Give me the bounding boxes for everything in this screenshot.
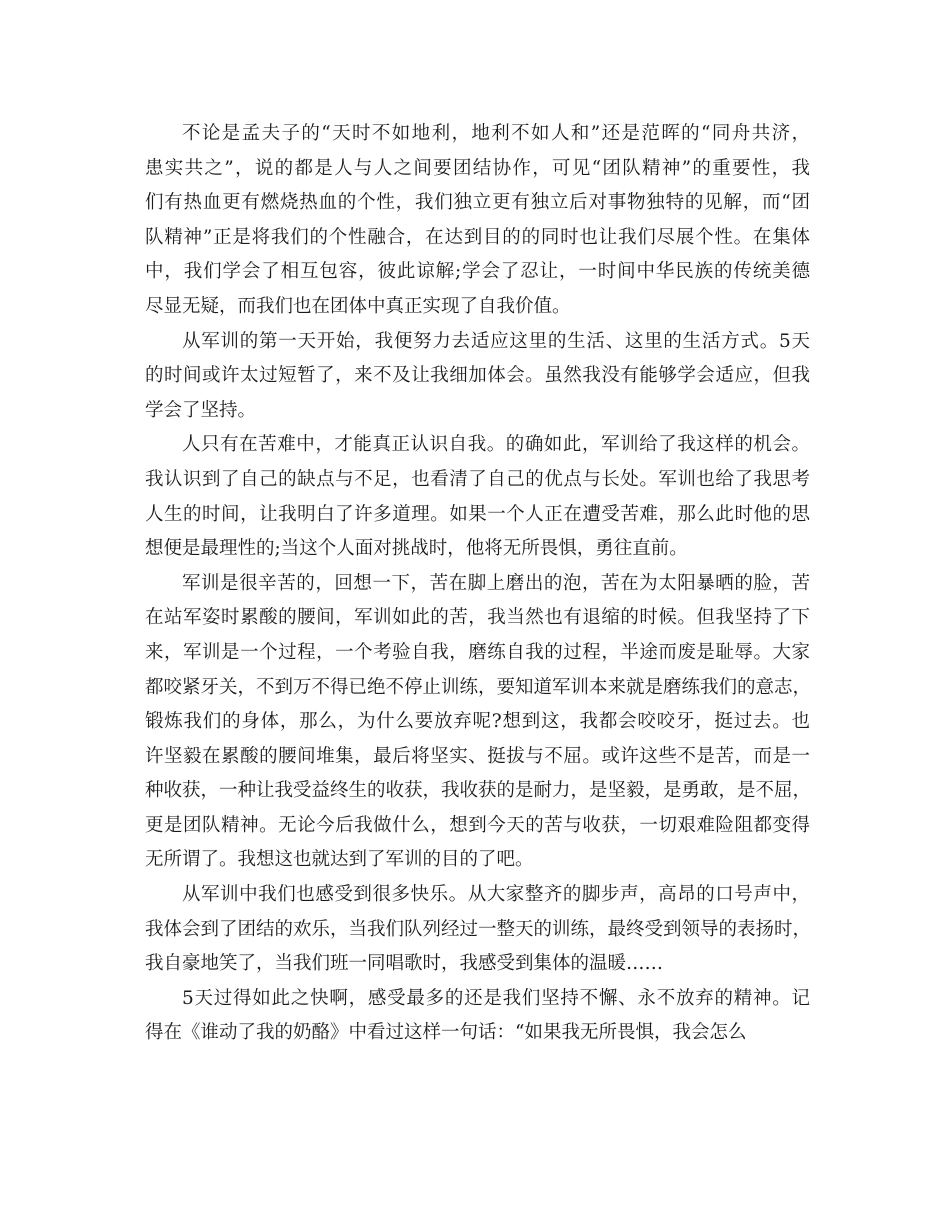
text-line: 我自豪地笑了，当我们班一同唱歌时，我感受到集体的温暖……: [145, 953, 664, 975]
text-line: 从军训中我们也感受到很多快乐。从大家整齐的脚步声，高昂的口号声中，: [182, 884, 810, 906]
text-line: 患实共之”，说的都是人与人之间要团结协作，可见“团队精神”的重要性，我: [145, 157, 810, 179]
text-line: 人只有在苦难中，才能真正认识自我。的确如此，军训给了我这样的机会。: [182, 434, 810, 456]
text-line: 更是团队精神。无论今后我做什么，想到今天的苦与收获，一切艰难险阻都变得: [145, 814, 810, 836]
text-line: 不论是孟夫子的“天时不如地利，地利不如人和”还是范晖的“同舟共济，: [182, 123, 810, 144]
text-line: 队精神”正是将我们的个性融合，在达到目的的同时也让我们尽展个性。在集体: [145, 226, 810, 248]
text-line: 的时间或许太过短暂了，来不及让我细加体会。虽然我没有能够学会适应，但我: [145, 365, 810, 387]
text-line: 们有热血更有燃烧热血的个性，我们独立更有独立后对事物独特的见解，而“团: [145, 192, 810, 214]
text-line: 从军训的第一天开始，我便努力去适应这里的生活、这里的生活方式。5天: [182, 330, 810, 352]
text-line: 中，我们学会了相互包容，彼此谅解;学会了忍让，一时间中华民族的传统美德: [145, 261, 810, 283]
text-line: 军训是很辛苦的，回想一下，苦在脚上磨出的泡，苦在为太阳暴晒的脸，苦: [182, 572, 810, 594]
text-line: 人生的时间，让我明白了许多道理。如果一个人正在遭受苦难，那么此时他的思: [145, 503, 810, 525]
text-line: 我认识到了自己的缺点与不足，也看清了自己的优点与长处。军训也给了我思考: [145, 468, 810, 490]
text-line: 来，军训是一个过程，一个考验自我，磨练自我的过程，半途而废是耻辱。大家: [145, 641, 810, 663]
text-line: 5天过得如此之快啊，感受最多的还是我们坚持不懈、永不放弃的精神。记: [182, 987, 810, 1009]
text-line: 在站军姿时累酸的腰间，军训如此的苦，我当然也有退缩的时候。但我坚持了下: [145, 607, 810, 629]
text-line: 得在《谁动了我的奶酪》中看过这样一句话：“如果我无所畏惧，我会怎么: [145, 1022, 747, 1044]
text-line: 锻炼我们的身体，那么，为什么要放弃呢?想到这，我都会咬咬牙，挺过去。也: [145, 711, 810, 733]
text-line: 许坚毅在累酸的腰间堆集，最后将坚实、挺拔与不屈。或许这些不是苦，而是一: [145, 745, 810, 767]
text-line: 我体会到了团结的欢乐，当我们队列经过一整天的训练，最终受到领导的表扬时，: [145, 918, 812, 940]
text-line: 种收获，一种让我受益终生的收获，我收获的是耐力，是坚毅，是勇敢，是不屈，: [145, 780, 812, 802]
text-line: 学会了坚持。: [145, 399, 257, 421]
text-line: 都咬紧牙关，不到万不得已绝不停止训练，要知道军训本来就是磨练我们的意志，: [145, 676, 812, 698]
document-body: [145, 117, 810, 1051]
text-line: 尽显无疑，而我们也在团体中真正实现了自我价值。: [145, 295, 571, 317]
text-line: 想便是最理性的;当这个人面对挑战时，他将无所畏惧，勇往直前。: [145, 538, 688, 560]
text-line: 无所谓了。我想这也就达到了军训的目的了吧。: [145, 849, 534, 871]
